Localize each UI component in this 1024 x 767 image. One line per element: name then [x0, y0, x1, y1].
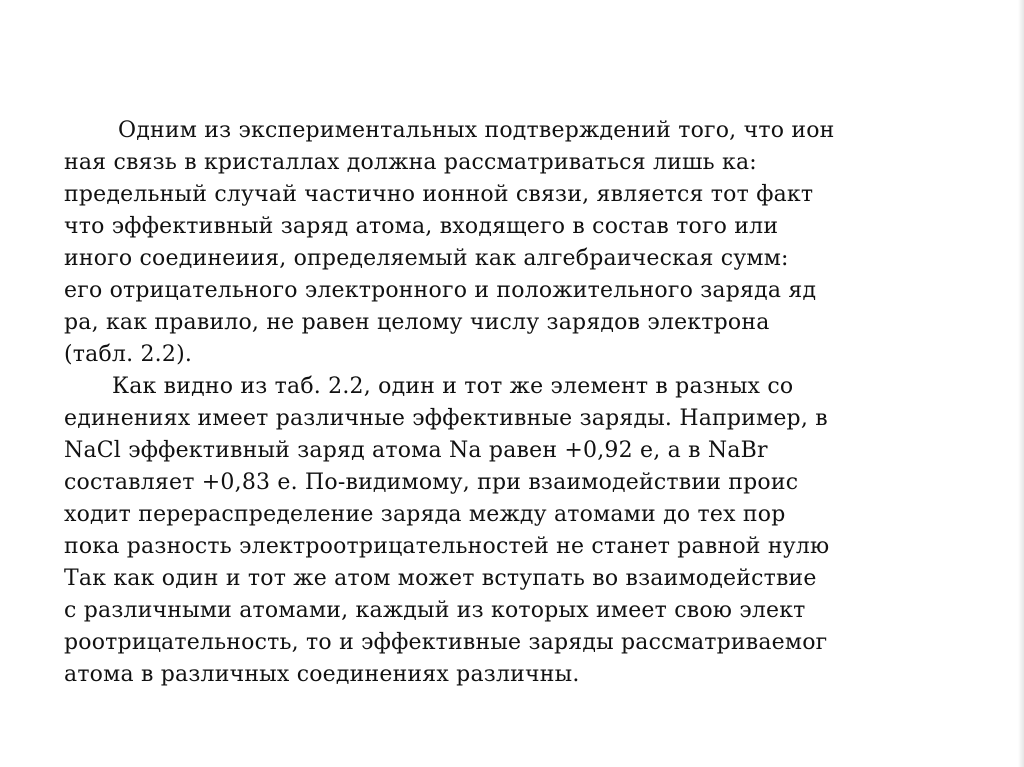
text-line: предельный случай частично ионной связи, является тот факт — [64, 182, 814, 207]
text-line: NaCl эффективный заряд атома Na равен +0,92 e, а в NaBr — [64, 438, 768, 463]
text-line: ная связь в кристаллах должна рассматриваться лишь ка: — [64, 150, 757, 175]
text-line: Как видно из таб. 2.2, один и тот же элемент в разных со — [112, 374, 794, 399]
text-line: единениях имеет различные эффективные заряды. Например, в — [64, 406, 828, 431]
text-line: его отрицательного электронного и положительного заряда яд — [64, 278, 817, 303]
text-line: Одним из экспериментальных подтверждений того, что ион — [118, 118, 835, 143]
text-line: (табл. 2.2). — [64, 342, 193, 367]
text-line: с различными атомами, каждый из которых имеет свою элект — [64, 598, 806, 623]
text-line: что эффективный заряд атома, входящего в состав того или — [64, 214, 779, 239]
text-line: ходит перераспределение заряда между атомами до тех пор — [64, 502, 786, 527]
text-line: атома в различных соединениях различны. — [64, 662, 580, 687]
text-line: ра, как правило, не равен целому числу зарядов электрона — [64, 310, 770, 335]
text-line: Так как один и тот же атом может вступать во взаимодействие — [64, 566, 817, 591]
text-line: пока разность электроотрицательностей не станет равной нулю — [64, 534, 830, 559]
text-line: составляет +0,83 e. По-видимому, при взаимодействии проис — [64, 470, 799, 495]
slide-edge-shadow — [1018, 0, 1024, 767]
text-line: роотрицательность, то и эффективные заряды рассматриваемог — [64, 630, 828, 655]
scanned-page — [58, 112, 958, 692]
text-line: иного соединеиия, определяемый как алгебраическая сумм: — [64, 246, 789, 271]
